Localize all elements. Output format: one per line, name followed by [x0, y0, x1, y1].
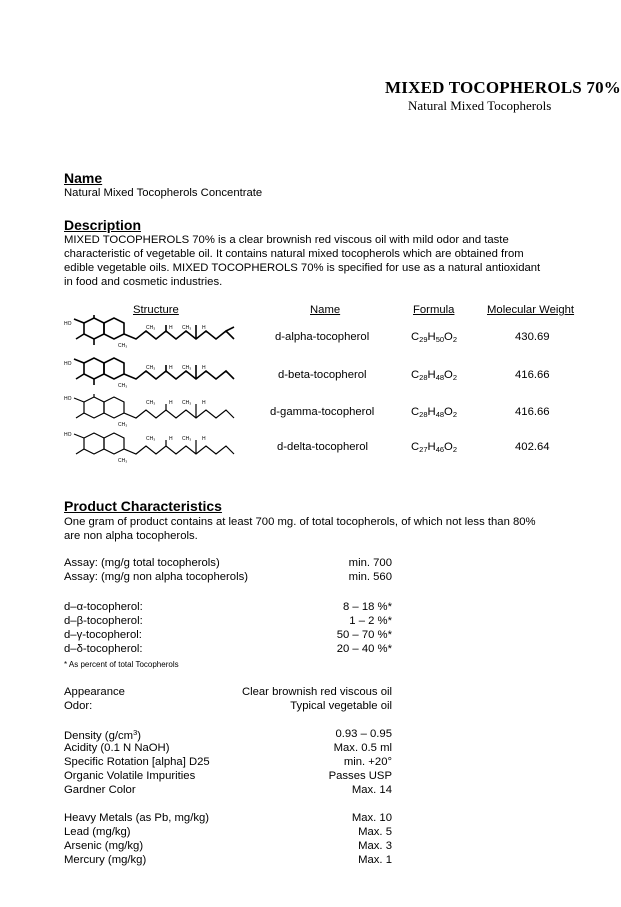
spec-label: Assay: (mg/g total tocopherols) [64, 557, 220, 569]
ho-label: HO [64, 321, 72, 327]
compound-formula: $C_{28}H_{48}O_2$ [411, 369, 457, 382]
svg-text:H: H [169, 325, 173, 331]
spec-label: Acidity (0.1 N NaOH) [64, 742, 170, 754]
svg-text:CH₃: CH₃ [118, 422, 128, 428]
svg-text:CH₃: CH₃ [182, 436, 192, 442]
characteristics-intro-line-1: One gram of product contains at least 700 mg. of total tocopherols, of which not less than 80% [64, 516, 536, 528]
spec-label: d–δ-tocopherol: [64, 643, 143, 655]
col-header-structure: Structure [133, 304, 179, 316]
spec-value: 8 – 18 %* [343, 601, 392, 613]
spec-label: d–γ-tocopherol: [64, 629, 142, 641]
svg-text:H: H [169, 400, 173, 406]
svg-text:CH₃: CH₃ [182, 365, 192, 371]
spec-label: Assay: (mg/g non alpha tocopherols) [64, 571, 248, 583]
spec-label: Lead (mg/kg) [64, 826, 131, 838]
description-heading: Description [64, 217, 142, 233]
spec-value: Max. 0.5 ml [333, 742, 392, 754]
characteristics-heading: Product Characteristics [64, 498, 222, 514]
compound-formula: $C_{28}H_{48}O_2$ [411, 406, 457, 419]
spec-label: d–β-tocopherol: [64, 615, 143, 627]
spec-label: Odor: [64, 700, 93, 712]
spec-value: 20 – 40 %* [336, 643, 392, 655]
svg-text:H: H [202, 365, 206, 371]
spec-value: Max. 3 [358, 840, 392, 852]
spec-value: min. +20° [343, 756, 392, 768]
spec-value: Max. 10 [351, 812, 392, 824]
spec-value: Typical vegetable oil [290, 700, 392, 712]
svg-text:H: H [169, 365, 173, 371]
name-text: Natural Mixed Tocopherols Concentrate [64, 187, 263, 199]
svg-text:H: H [202, 400, 206, 406]
spec-label: Specific Rotation [alpha] D25 [64, 756, 210, 768]
spec-value: min. 700 [348, 557, 392, 569]
beta-tocopherol-structure-image [62, 355, 242, 391]
name-heading: Name [64, 170, 103, 186]
col-header-name: Name [310, 304, 341, 316]
description-line-2: characteristic of vegetable oil. It contains natural mixed tocopherols which are obtained from [64, 248, 524, 260]
spec-label: Arsenic (mg/kg) [64, 840, 144, 852]
svg-text:CH₃: CH₃ [146, 436, 156, 442]
spec-label: Heavy Metals (as Pb, mg/kg) [64, 812, 210, 824]
description-line-3: edible vegetable oils. MIXED TOCOPHEROLS 70% is specified for use as a natural antioxidant [64, 262, 541, 274]
spec-label-density: Density $(g/cm^3)$ [64, 728, 141, 742]
svg-text:H: H [202, 436, 206, 442]
gamma-tocopherol-structure-image [62, 394, 242, 430]
svg-text:H: H [202, 325, 206, 331]
svg-text:CH₃: CH₃ [118, 383, 128, 389]
footnote: * As percent of total Tocopherols [64, 660, 179, 669]
compound-formula: $C_{29}H_{50}O_2$ [411, 331, 457, 344]
spec-value: Passes USP [328, 770, 392, 782]
molecular-weight: 430.69 [515, 331, 550, 343]
spec-value: Max. 14 [351, 784, 392, 796]
spec-value: Max. 5 [358, 826, 392, 838]
spec-label: Gardner Color [64, 784, 136, 796]
document-subtitle: Natural Mixed Tocopherols [408, 98, 552, 113]
svg-text:CH₃: CH₃ [146, 325, 156, 331]
compound-name: d-gamma-tocopherol [270, 406, 375, 418]
svg-text:H: H [169, 436, 173, 442]
svg-text:CH₃: CH₃ [182, 400, 192, 406]
spec-value: 50 – 70 %* [336, 629, 392, 641]
description-line-1: MIXED TOCOPHEROLS 70% is a clear brownish red viscous oil with mild odor and taste [64, 234, 509, 246]
document-title: MIXED TOCOPHEROLS 70% [385, 78, 621, 97]
molecular-weight: 416.66 [515, 369, 550, 381]
spec-label: Mercury (mg/kg) [64, 854, 147, 866]
compound-name: d-alpha-tocopherol [275, 331, 370, 343]
svg-text:CH₃: CH₃ [118, 458, 128, 464]
spec-value: Clear brownish red viscous oil [241, 686, 392, 698]
spec-value: Max. 1 [358, 854, 392, 866]
svg-text:HO: HO [64, 396, 72, 402]
characteristics-intro-line-2: are non alpha tocopherols. [64, 530, 198, 542]
compound-name: d-delta-tocopherol [277, 441, 369, 453]
spec-value: 0.93 – 0.95 [335, 728, 392, 740]
svg-text:CH₃: CH₃ [182, 325, 192, 331]
spec-label: d–α-tocopherol: [64, 601, 143, 613]
col-header-molecular-weight: Molecular Weight [487, 304, 575, 316]
svg-text:HO: HO [64, 361, 72, 367]
spec-label: Appearance [64, 686, 125, 698]
spec-value: 1 – 2 %* [349, 615, 392, 627]
alpha-tocopherol-structure-image [62, 315, 242, 351]
svg-text:CH₃: CH₃ [118, 343, 128, 349]
spec-value: min. 560 [348, 571, 392, 583]
spec-label: Organic Volatile Impurities [64, 770, 196, 782]
molecular-weight: 416.66 [515, 406, 550, 418]
col-header-formula: Formula [413, 304, 455, 316]
compound-name: d-beta-tocopherol [278, 369, 367, 381]
molecular-weight: 402.64 [515, 441, 550, 453]
description-line-4: in food and cosmetic industries. [64, 276, 223, 288]
svg-text:CH₃: CH₃ [146, 365, 156, 371]
svg-text:CH₃: CH₃ [146, 400, 156, 406]
svg-text:HO: HO [64, 432, 72, 438]
delta-tocopherol-structure-image [62, 430, 242, 466]
compound-formula: $C_{27}H_{46}O_2$ [411, 441, 457, 454]
